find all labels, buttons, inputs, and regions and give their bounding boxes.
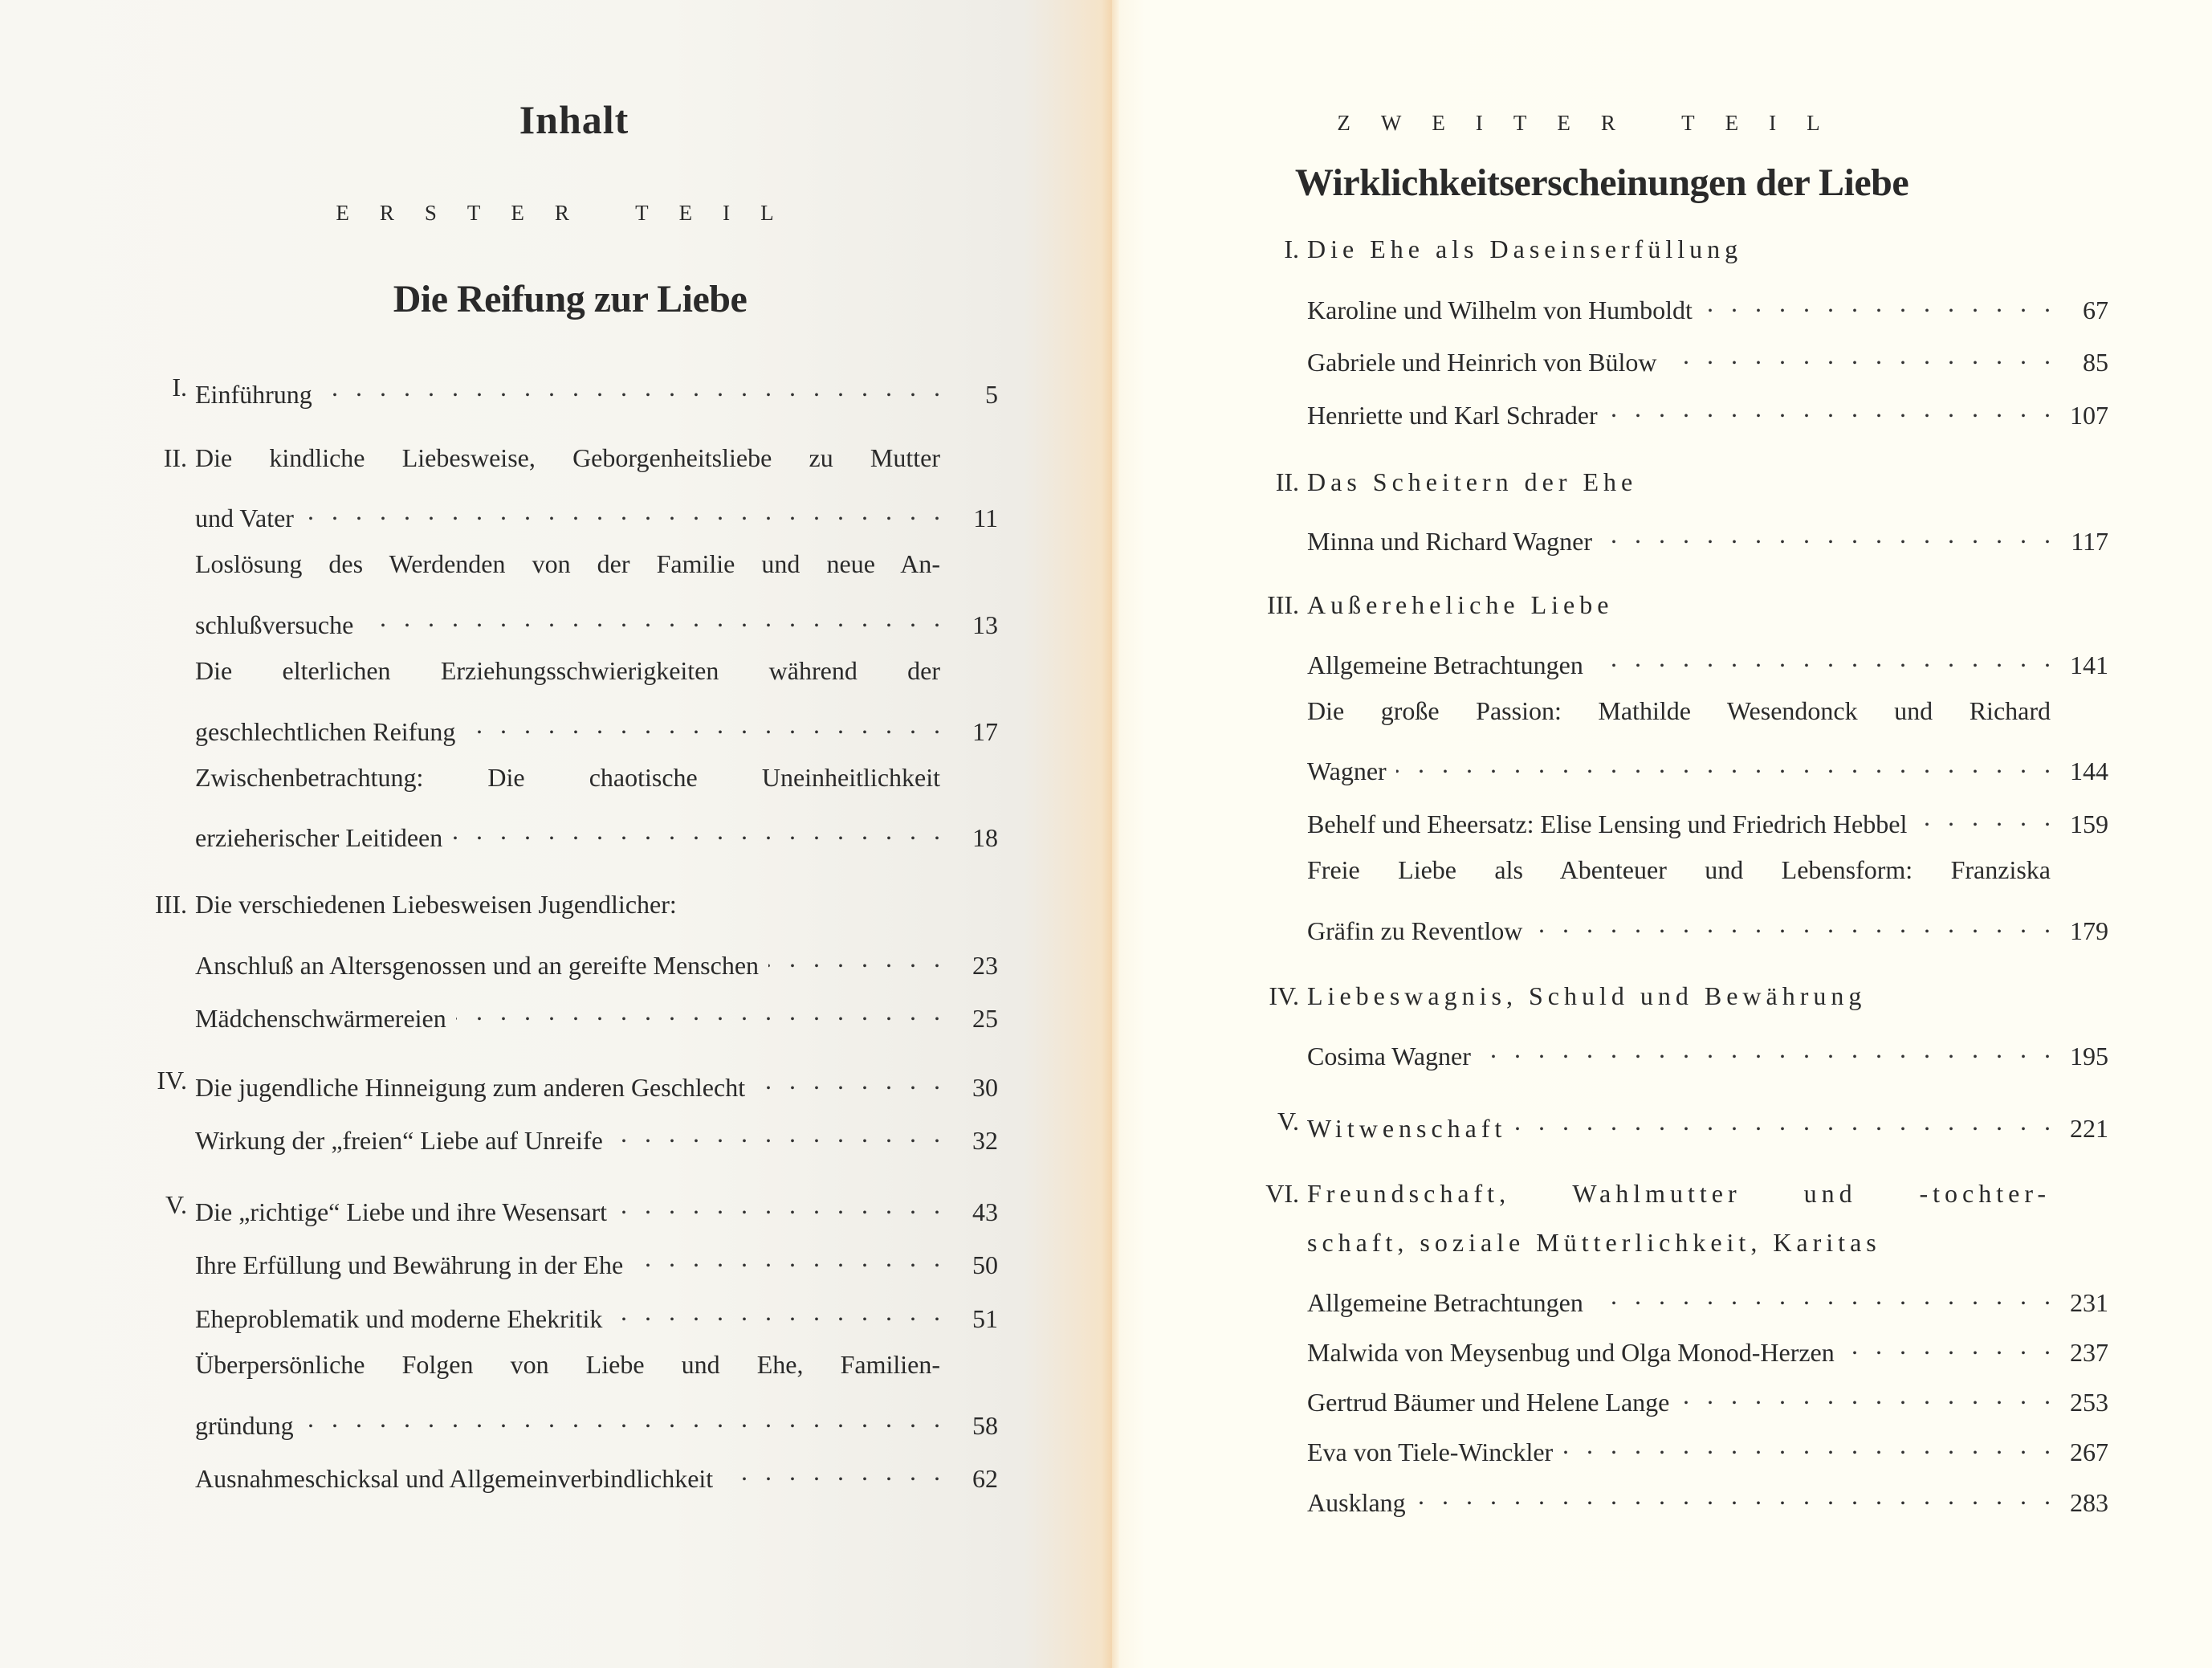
dot-leader [1666,339,2051,371]
page-number[interactable]: 17 [972,717,998,746]
page-number[interactable]: 51 [972,1304,998,1333]
toc-chapter-line [195,495,998,534]
dot-leader [1607,392,2051,424]
toc-entry-text[interactable]: Überpersönliche Folgen von Liebe und Ehe, Familien- [195,1350,940,1379]
chapter-number: II. [163,443,187,472]
dot-leader [1679,1379,2051,1411]
toc-entry-text[interactable]: Ausnahmeschicksal und Allgemeinverbindlichkeit [195,1464,714,1493]
toc-subentry-line [1307,392,2108,431]
page-number[interactable]: 267 [2070,1438,2108,1466]
toc-entry-text[interactable]: Ausklang [1307,1488,1406,1517]
page-number[interactable]: 11 [973,504,998,532]
toc-chapter-line [155,888,998,920]
right-page [1112,0,2212,1668]
page-number[interactable]: 144 [2070,757,2108,785]
page-number[interactable]: 221 [2070,1114,2108,1143]
toc-chapter-line [163,442,998,474]
page-number[interactable]: 283 [2070,1488,2108,1517]
toc-subentry-line [195,814,998,854]
toc-entry-text[interactable]: Henriette und Karl Schrader [1307,401,1598,430]
toc-chapter-line [1284,233,2108,265]
dot-leader [452,814,940,846]
toc-subentry-line [195,942,998,981]
dot-leader [363,602,940,634]
toc-subentry-line [1307,748,2108,787]
toc-subentry-line [1307,695,2108,727]
toc-entry-text[interactable]: Loslösung des Werdenden von der Familie und neue An- [195,549,940,578]
toc-entry-text[interactable]: Die jugendliche Hinneigung zum anderen Geschlecht [195,1073,746,1102]
page-number[interactable]: 43 [972,1197,998,1226]
part-one-label: ERSTER TEIL [336,201,805,225]
toc-entry-text[interactable]: Wirkung der „freien“ Liebe auf Unreife [195,1126,603,1155]
chapter-number: I. [172,373,187,402]
toc-entry-text[interactable]: Die verschiedenen Liebesweisen Jugendlicher: [195,890,677,919]
dot-leader [617,1189,940,1221]
page-number[interactable]: 50 [972,1250,998,1279]
toc-entry-text[interactable]: Cosima Wagner [1307,1042,1471,1071]
chapter-number: V. [1277,1107,1299,1136]
toc-entry-text[interactable]: und Vater [195,504,294,532]
dot-leader [1396,748,2051,780]
toc-subentry-line [1307,907,2108,947]
toc-entry-text[interactable]: Ihre Erfüllung und Bewährung in der Ehe [195,1250,624,1279]
part-one-title: Die Reifung zur Liebe [393,278,748,320]
page-number[interactable]: 23 [972,951,998,980]
toc-subentry-line [195,1455,998,1495]
toc-entry-text[interactable]: Behelf und Eheersatz: Elise Lensing und Friedrich Hebbel [1307,810,1908,838]
toc-entry-text[interactable]: Minna und Richard Wagner [1307,527,1592,556]
page-number[interactable]: 237 [2070,1338,2108,1367]
toc-subentry-line [1307,1033,2108,1072]
page-number[interactable]: 18 [972,823,998,852]
toc-entry-text[interactable]: Witwenschaft [1307,1114,1507,1143]
dot-leader [1516,1105,2051,1137]
page-number[interactable]: 85 [2083,348,2108,377]
toc-chapter-line [1265,1177,2108,1209]
dot-leader [633,1242,940,1274]
toc-entry-text[interactable]: Karoline und Wilhelm von Humboldt [1307,296,1693,324]
dot-leader [1562,1429,2051,1461]
chapter-number: IV. [1269,981,1299,1010]
chapter-number: VI. [1265,1179,1299,1208]
part-two-title: Wirklichkeitserscheinungen der Liebe [1294,161,1909,204]
toc-entry-text[interactable]: gründung [195,1411,294,1440]
dot-leader [1602,518,2051,550]
dot-leader [456,995,940,1027]
chapter-number: II. [1275,467,1299,496]
toc-subentry-line [195,1117,998,1156]
dot-leader [1416,1479,2051,1511]
page-number[interactable]: 179 [2070,916,2108,945]
page-number[interactable]: 159 [2070,810,2108,838]
toc-subentry-line [195,708,998,748]
toc-entry-text[interactable]: Liebeswagnis, Schuld und Bewährung [1307,981,1867,1010]
dot-leader [1532,907,2051,940]
toc-subentry-line [1307,801,2108,840]
toc-entry-text[interactable]: Allgemeine Betrachtungen [1307,650,1583,679]
chapter-number: IV. [157,1066,187,1095]
toc-entry-text[interactable]: Die große Passion: Mathilde Wesendonck und Richard [1307,696,2051,725]
toc-entry-text[interactable]: erzieherischer Leitideen [195,823,443,852]
toc-subentry-line [195,995,998,1034]
toc-entry-text[interactable]: Freundschaft, Wahlmutter und -tochter- [1307,1179,2051,1208]
toc-entry-text[interactable]: schaft, soziale Mütterlichkeit, Karitas [1307,1228,1881,1257]
chapter-number: V. [165,1190,187,1219]
page-number[interactable]: 231 [2070,1288,2108,1317]
toc-entry-text[interactable]: Gräfin zu Reventlow [1307,916,1523,945]
dot-leader [322,371,940,403]
toc-entry-text[interactable]: Außereheliche Liebe [1307,590,1614,619]
toc-subentry-line [1307,339,2108,378]
toc-subentry-line [1307,518,2108,557]
dot-leader [1702,287,2051,319]
page-number[interactable]: 25 [972,1004,998,1033]
toc-subentry-line [195,1295,998,1335]
toc-entry-text[interactable]: Die kindliche Liebesweise, Geborgenheitsliebe zu Mutter [195,443,940,472]
page-number[interactable]: 141 [2070,650,2108,679]
dot-leader [303,495,940,527]
toc-chapter-line [165,1189,998,1228]
toc-entry-text[interactable]: schlußversuche [195,610,354,639]
page-number[interactable]: 195 [2070,1042,2108,1071]
dot-leader [465,708,940,740]
toc-subentry-line [195,602,998,641]
toc-subentry-line [195,1242,998,1281]
toc-subentry-line [195,1402,998,1442]
dot-leader [755,1064,940,1096]
dot-leader [1593,642,2051,674]
dot-leader [1917,801,2051,833]
toc-subentry-line [195,761,998,793]
toc-entry-text[interactable]: Anschluß an Altersgenossen und an gereifte Menschen [195,951,760,980]
toc-entry-text[interactable]: Zwischenbetrachtung: Die chaotische Uneinheitlichkeit [195,763,940,792]
toc-entry-text[interactable]: Allgemeine Betrachtungen [1307,1288,1583,1317]
chapter-number: III. [1267,590,1299,619]
chapter-number: I. [1284,234,1299,263]
page-number[interactable]: 67 [2083,296,2108,324]
page-number[interactable]: 5 [985,380,998,409]
toc-subentry-line [1307,1329,2108,1368]
page-number[interactable]: 58 [972,1411,998,1440]
page-number[interactable]: 13 [972,610,998,639]
toc-subentry-line [1307,642,2108,681]
toc-entry-text[interactable]: Die elterlichen Erziehungsschwierigkeiten während der [195,656,940,685]
toc-subentry-line [195,548,998,580]
contents-title: Inhalt [519,97,629,142]
toc-entry-text[interactable]: Eva von Tiele-Winckler [1307,1438,1554,1466]
toc-chapter-line [1277,1105,2108,1144]
toc-subentry-line [1307,1379,2108,1418]
toc-subentry-line [1307,1479,2108,1519]
dot-leader [303,1402,940,1434]
toc-chapter-line [1307,1226,2108,1258]
dot-leader [768,942,940,974]
dot-leader [1593,1279,2051,1311]
page-number[interactable]: 32 [972,1126,998,1155]
toc-subentry-line [195,1348,998,1380]
dot-leader [1481,1033,2051,1065]
page-number[interactable]: 107 [2070,401,2108,430]
toc-entry-text[interactable]: Die Ehe als Daseinserfüllung [1307,234,1743,263]
part-two-label: ZWEITER TEIL [1337,111,1851,135]
toc-entry-text[interactable]: Einführung [195,380,312,409]
page-number[interactable]: 253 [2070,1388,2108,1417]
toc-chapter-line [1267,589,2108,621]
toc-entry-text[interactable]: Die „richtige“ Liebe und ihre Wesensart [195,1197,608,1226]
dot-leader [612,1295,940,1327]
toc-subentry-line [1307,1279,2108,1319]
toc-entry-text[interactable]: Gabriele und Heinrich von Bülow [1307,348,1657,377]
dot-leader [723,1455,940,1487]
toc-entry-text[interactable]: Mädchenschwärmereien [195,1004,446,1033]
toc-entry-text[interactable]: geschlechtlichen Reifung [195,717,456,746]
toc-entry-text[interactable]: Gertrud Bäumer und Helene Lange [1307,1388,1670,1417]
toc-chapter-line [1269,980,2108,1012]
chapter-number: III. [155,890,187,919]
toc-entry-text[interactable]: Das Scheitern der Ehe [1307,467,1638,496]
toc-entry-text[interactable]: Malwida von Meysenbug und Olga Monod-Herzen [1307,1338,1835,1367]
toc-chapter-line [1275,466,2108,498]
toc-subentry-line [1307,854,2108,886]
dot-leader [613,1117,940,1149]
toc-subentry-line [1307,287,2108,326]
page-number[interactable]: 30 [972,1073,998,1102]
page-number[interactable]: 62 [972,1464,998,1493]
toc-subentry-line [1307,1429,2108,1468]
toc-entry-text[interactable]: Freie Liebe als Abenteuer und Lebensform: Franziska [1307,855,2051,884]
toc-subentry-line [195,655,998,687]
toc-chapter-line [157,1064,998,1103]
toc-entry-text[interactable]: Eheproblematik und moderne Ehekritik [195,1304,603,1333]
toc-part-two [1265,0,2108,1668]
toc-part-one [155,0,998,1668]
dot-leader [1844,1329,2051,1361]
toc-chapter-line [172,371,998,410]
toc-entry-text[interactable]: Wagner [1307,757,1387,785]
page-number[interactable]: 117 [2071,527,2108,556]
